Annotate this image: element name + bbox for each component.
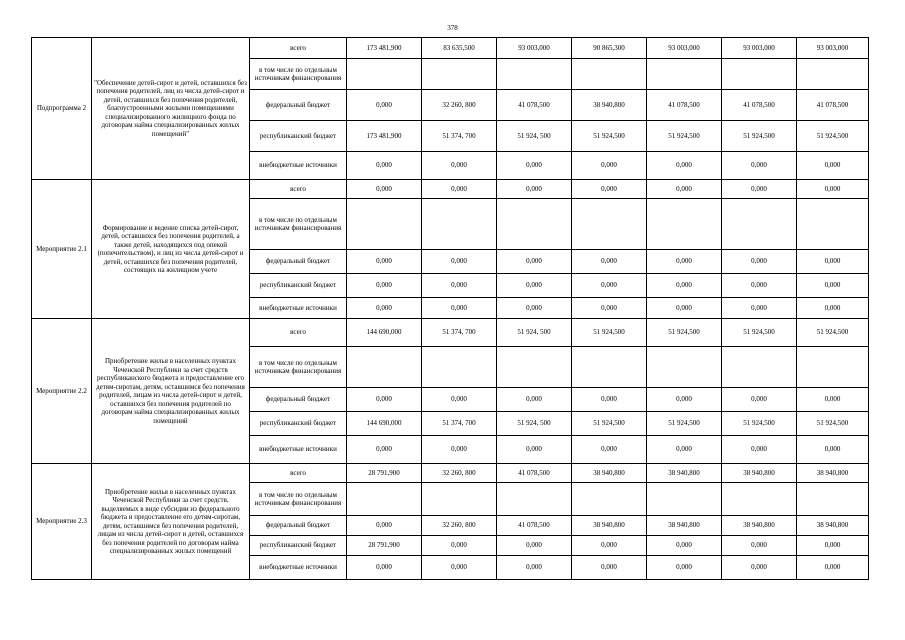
- amount-cell: 51 924,500: [722, 412, 797, 436]
- amount-cell: 173 481,900: [347, 38, 422, 59]
- funding-source: внебюджетные источники: [250, 152, 347, 180]
- amount-cell: 0,000: [647, 388, 722, 412]
- amount-cell: 0,000: [722, 298, 797, 319]
- amount-cell: 51 374, 700: [422, 121, 497, 152]
- amount-cell: 0,000: [422, 274, 497, 298]
- table-row: [32, 464, 869, 483]
- amount-cell: 0,000: [497, 536, 572, 556]
- amount-cell: [497, 347, 572, 388]
- amount-cell: 0,000: [422, 436, 497, 464]
- amount-cell: 93 003,000: [797, 38, 869, 59]
- amount-cell: [797, 59, 869, 90]
- amount-cell: 0,000: [797, 388, 869, 412]
- amount-cell: [572, 483, 647, 516]
- amount-cell: [497, 199, 572, 250]
- funding-source: в том числе по отдельным источникам финансирования: [250, 347, 347, 388]
- amount-cell: 38 940,800: [572, 90, 647, 121]
- amount-cell: 41 078,500: [647, 90, 722, 121]
- amount-cell: 0,000: [722, 180, 797, 199]
- funding-source: в том числе по отдельным источникам финансирования: [250, 199, 347, 250]
- amount-cell: 51 924,500: [647, 121, 722, 152]
- amount-cell: 0,000: [497, 298, 572, 319]
- amount-cell: 0,000: [497, 388, 572, 412]
- amount-cell: 0,000: [422, 250, 497, 274]
- amount-cell: 0,000: [797, 556, 869, 580]
- section-name: Мероприятие 2.1: [32, 180, 92, 319]
- amount-cell: 0,000: [347, 298, 422, 319]
- amount-cell: [647, 347, 722, 388]
- amount-cell: 0,000: [497, 180, 572, 199]
- funding-source: в том числе по отдельным источникам финансирования: [250, 483, 347, 516]
- amount-cell: 0,000: [797, 250, 869, 274]
- amount-cell: 0,000: [422, 536, 497, 556]
- amount-cell: 0,000: [647, 298, 722, 319]
- funding-source: республиканский бюджет: [250, 536, 347, 556]
- funding-source: всего: [250, 38, 347, 59]
- amount-cell: 51 924,500: [572, 319, 647, 347]
- amount-cell: 0,000: [497, 436, 572, 464]
- amount-cell: [422, 483, 497, 516]
- amount-cell: 38 940,800: [722, 464, 797, 483]
- amount-cell: 93 003,000: [647, 38, 722, 59]
- funding-source: в том числе по отдельным источникам финансирования: [250, 59, 347, 90]
- amount-cell: 0,000: [647, 180, 722, 199]
- amount-cell: 51 924,500: [722, 121, 797, 152]
- amount-cell: 0,000: [722, 436, 797, 464]
- amount-cell: 0,000: [797, 436, 869, 464]
- amount-cell: 41 078,500: [497, 516, 572, 536]
- table-row: [32, 180, 869, 199]
- amount-cell: 0,000: [572, 556, 647, 580]
- amount-cell: 90 865,300: [572, 38, 647, 59]
- amount-cell: 38 940,800: [647, 464, 722, 483]
- amount-cell: [647, 483, 722, 516]
- amount-cell: 51 924,500: [572, 412, 647, 436]
- amount-cell: [722, 347, 797, 388]
- amount-cell: 32 260, 800: [422, 90, 497, 121]
- amount-cell: [572, 347, 647, 388]
- amount-cell: 0,000: [347, 556, 422, 580]
- amount-cell: [347, 347, 422, 388]
- funding-source: республиканский бюджет: [250, 274, 347, 298]
- amount-cell: 38 940,800: [572, 516, 647, 536]
- amount-cell: 0,000: [572, 180, 647, 199]
- amount-cell: [797, 483, 869, 516]
- amount-cell: 0,000: [722, 152, 797, 180]
- amount-cell: 0,000: [572, 436, 647, 464]
- amount-cell: 51 924,500: [722, 319, 797, 347]
- amount-cell: 51 924, 500: [497, 121, 572, 152]
- amount-cell: 0,000: [347, 152, 422, 180]
- funding-source: федеральный бюджет: [250, 516, 347, 536]
- amount-cell: 0,000: [572, 152, 647, 180]
- funding-source: федеральный бюджет: [250, 250, 347, 274]
- amount-cell: 0,000: [572, 388, 647, 412]
- amount-cell: 0,000: [422, 180, 497, 199]
- amount-cell: 0,000: [347, 436, 422, 464]
- amount-cell: 51 924, 500: [497, 412, 572, 436]
- section-description: Приобретение жилья в населенных пунктах Чеченской Республики за счет средств, выделяемых в виде субсидии из федерального бюджета и предоставление его детям-сиротам, детям, оставшимся без попечения родителей, лицам из числа детей-сирот и детей, оставшихся без попечения родителей по договорам найма специализированных жилых помещений: [92, 464, 250, 580]
- amount-cell: 51 924, 500: [497, 319, 572, 347]
- amount-cell: 0,000: [347, 90, 422, 121]
- amount-cell: [647, 199, 722, 250]
- amount-cell: [572, 199, 647, 250]
- section-name: Мероприятие 2.2: [32, 319, 92, 464]
- amount-cell: 0,000: [647, 436, 722, 464]
- amount-cell: 0,000: [347, 516, 422, 536]
- amount-cell: [647, 59, 722, 90]
- funding-source: внебюджетные источники: [250, 436, 347, 464]
- section-description: "Обеспечение детей-сирот и детей, оставшихся без попечения родителей, лиц из числа детей-сирот и детей, оставшихся без попечения родителей, благоустроенными жилыми помещениями специализированного жилищного фонда по договорам найма специализированных жилых помещений": [92, 38, 250, 180]
- amount-cell: [347, 59, 422, 90]
- amount-cell: 0,000: [797, 536, 869, 556]
- amount-cell: 0,000: [347, 388, 422, 412]
- table-row: [32, 319, 869, 347]
- budget-table-body: [32, 38, 869, 580]
- amount-cell: 51 924,500: [647, 319, 722, 347]
- amount-cell: 32 260, 800: [422, 516, 497, 536]
- funding-source: всего: [250, 464, 347, 483]
- funding-source: всего: [250, 180, 347, 199]
- amount-cell: 0,000: [422, 152, 497, 180]
- amount-cell: 28 791,900: [347, 464, 422, 483]
- amount-cell: [722, 199, 797, 250]
- funding-source: внебюджетные источники: [250, 556, 347, 580]
- amount-cell: [797, 347, 869, 388]
- amount-cell: 51 924,500: [572, 121, 647, 152]
- section-description: Приобретение жилья в населенных пунктах Чеченской Республики за счет средств республиканского бюджета и предоставление его детям-сиротам, детям, оставшимся без попечения родителей, лицам из числа детей-сирот и детей, оставшихся без попечения родителей по договорам найма специализированных жилых помещений: [92, 319, 250, 464]
- amount-cell: 144 690,000: [347, 319, 422, 347]
- amount-cell: 41 078,500: [797, 90, 869, 121]
- amount-cell: [422, 59, 497, 90]
- amount-cell: 0,000: [422, 298, 497, 319]
- amount-cell: 0,000: [647, 152, 722, 180]
- amount-cell: 0,000: [722, 250, 797, 274]
- funding-source: всего: [250, 319, 347, 347]
- amount-cell: 0,000: [347, 274, 422, 298]
- amount-cell: 51 374, 700: [422, 319, 497, 347]
- amount-cell: 0,000: [572, 298, 647, 319]
- amount-cell: [722, 483, 797, 516]
- amount-cell: [347, 483, 422, 516]
- amount-cell: [572, 59, 647, 90]
- amount-cell: 173 481,900: [347, 121, 422, 152]
- amount-cell: 38 940,800: [722, 516, 797, 536]
- amount-cell: 0,000: [647, 536, 722, 556]
- section-description: Формирование и ведение списка детей-сирот, детей, оставшихся без попечения родителей, а также детей, находящихся под опекой (попечительством), и лиц из числа детей-сирот и детей, оставшихся без попечения родителей, состоящих на жилищном учете: [92, 180, 250, 319]
- amount-cell: 144 690,000: [347, 412, 422, 436]
- amount-cell: 0,000: [797, 274, 869, 298]
- amount-cell: [422, 347, 497, 388]
- amount-cell: 38 940,800: [572, 464, 647, 483]
- amount-cell: 0,000: [797, 180, 869, 199]
- amount-cell: 41 078,500: [497, 90, 572, 121]
- funding-source: федеральный бюджет: [250, 388, 347, 412]
- page-number: 378: [447, 24, 458, 32]
- amount-cell: 38 940,800: [647, 516, 722, 536]
- funding-source: республиканский бюджет: [250, 121, 347, 152]
- amount-cell: 51 924,500: [647, 412, 722, 436]
- amount-cell: 0,000: [722, 556, 797, 580]
- amount-cell: 41 078,500: [722, 90, 797, 121]
- amount-cell: 0,000: [497, 274, 572, 298]
- amount-cell: 0,000: [797, 298, 869, 319]
- amount-cell: 0,000: [572, 536, 647, 556]
- amount-cell: 41 078,500: [497, 464, 572, 483]
- funding-source: внебюджетные источники: [250, 298, 347, 319]
- amount-cell: 0,000: [347, 180, 422, 199]
- amount-cell: [722, 59, 797, 90]
- amount-cell: 0,000: [797, 152, 869, 180]
- amount-cell: 0,000: [572, 274, 647, 298]
- amount-cell: 93 003,000: [722, 38, 797, 59]
- amount-cell: 51 374, 700: [422, 412, 497, 436]
- amount-cell: [797, 199, 869, 250]
- amount-cell: [497, 59, 572, 90]
- budget-table: [31, 37, 869, 580]
- amount-cell: 0,000: [722, 274, 797, 298]
- amount-cell: [347, 199, 422, 250]
- amount-cell: 0,000: [497, 250, 572, 274]
- amount-cell: 51 924,500: [797, 412, 869, 436]
- amount-cell: 0,000: [422, 388, 497, 412]
- section-name: Подпрограмма 2: [32, 38, 92, 180]
- amount-cell: [497, 483, 572, 516]
- amount-cell: 28 791,900: [347, 536, 422, 556]
- amount-cell: 0,000: [647, 274, 722, 298]
- amount-cell: 0,000: [647, 556, 722, 580]
- amount-cell: 0,000: [497, 556, 572, 580]
- amount-cell: 51 924,500: [797, 319, 869, 347]
- amount-cell: 0,000: [497, 152, 572, 180]
- amount-cell: 0,000: [422, 556, 497, 580]
- amount-cell: 83 635,500: [422, 38, 497, 59]
- funding-source: республиканский бюджет: [250, 412, 347, 436]
- table-row: [32, 38, 869, 59]
- amount-cell: 51 924,500: [797, 121, 869, 152]
- amount-cell: 38 940,800: [797, 464, 869, 483]
- amount-cell: 32 260, 800: [422, 464, 497, 483]
- amount-cell: 38 940,800: [797, 516, 869, 536]
- amount-cell: 93 003,000: [497, 38, 572, 59]
- amount-cell: 0,000: [347, 250, 422, 274]
- amount-cell: 0,000: [647, 250, 722, 274]
- amount-cell: 0,000: [722, 388, 797, 412]
- section-name: Мероприятие 2.3: [32, 464, 92, 580]
- amount-cell: 0,000: [572, 250, 647, 274]
- amount-cell: [422, 199, 497, 250]
- amount-cell: 0,000: [722, 536, 797, 556]
- funding-source: федеральный бюджет: [250, 90, 347, 121]
